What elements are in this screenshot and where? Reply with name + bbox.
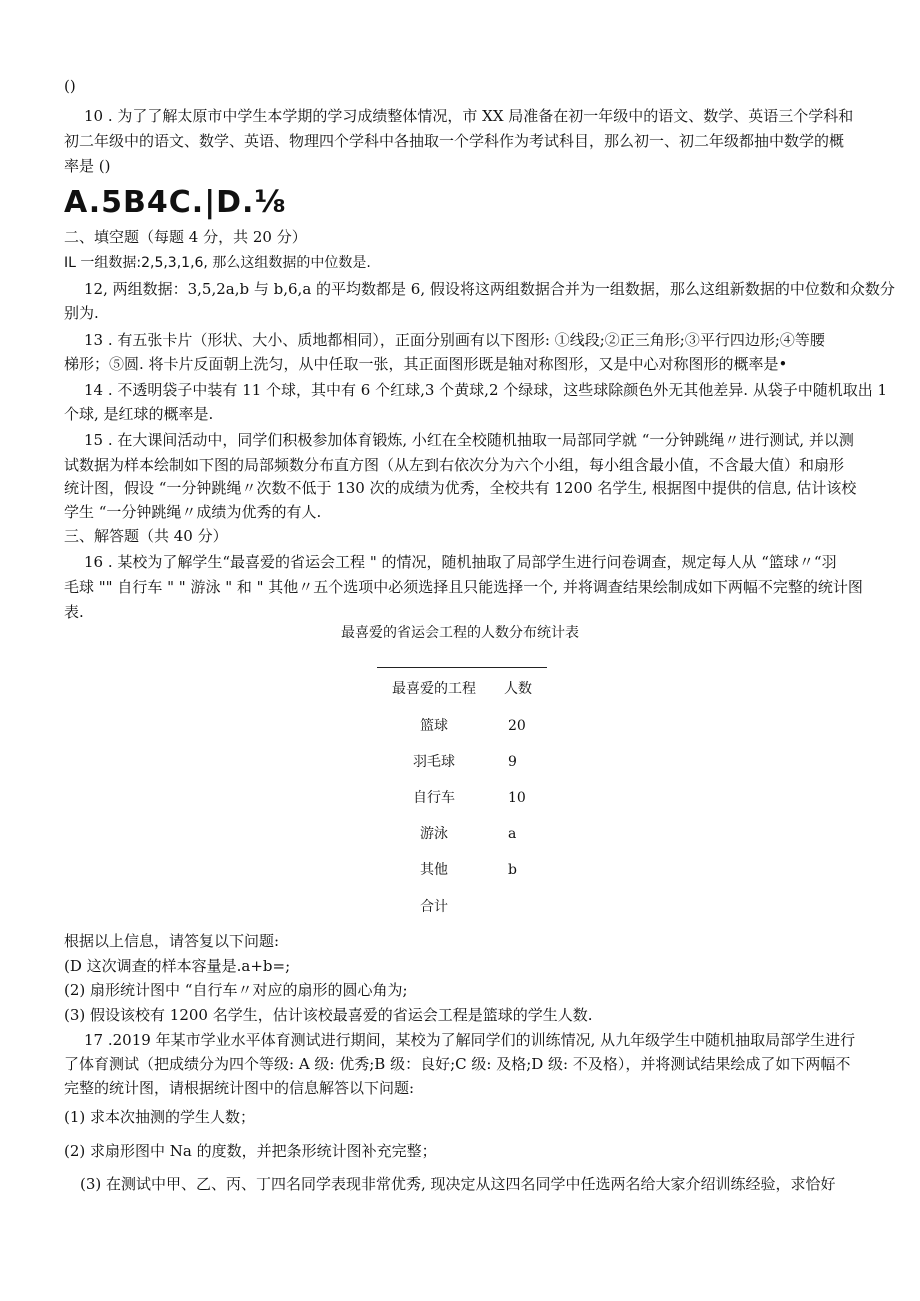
q11-line: IL 一组数据:2,5,3,1,6, 那么这组数据的中位数是. xyxy=(64,255,371,271)
table-header-item: 最喜爱的工程 xyxy=(392,681,476,697)
q16-part-1: (D 这次调查的样本容量是.a+b=; xyxy=(64,957,291,975)
q16-part-2: (2) 扇形统计图中 “自行车〃对应的扇形的圆心角为; xyxy=(64,981,408,999)
table-title: 最喜爱的省运会工程的人数分布统计表 xyxy=(341,625,579,641)
q13-line-1: 13 . 有五张卡片（形状、大小、质地都相同），正面分别画有以下图形: ①线段;②正三角形;③平行四边形;④等腰 xyxy=(84,331,825,349)
table-cell-count: 10 xyxy=(508,790,526,806)
table-cell-item: 篮球 xyxy=(420,718,448,734)
q12-line-1: 12, 两组数据：3,5,2a,b 与 b,6,a 的平均数都是 6, 假设将这两组数据合并为一组数据，那么这组新数据的中位数和众数分 xyxy=(84,280,895,298)
q16-part-3: (3) 假设该校有 1200 名学生，估计该校最喜爱的省运会工程是篮球的学生人数. xyxy=(64,1006,593,1024)
table-header-count: 人数 xyxy=(504,681,532,697)
table-cell-count: 9 xyxy=(508,754,517,770)
q14-line-1: 14 . 不透明袋子中装有 11 个球，其中有 6 个红球,3 个黄球,2 个绿球，这些球除颜色外无其他差异. 从袋子中随机取出 1 xyxy=(84,381,888,399)
q15-line-2: 试数据为样本绘制如下图的局部频数分布直方图（从左到右依次分为六个小组，每小组含最小值，不含最大值）和扇形 xyxy=(64,456,845,474)
table-cell-count: b xyxy=(508,862,517,878)
table-cell-item: 其他 xyxy=(420,862,448,878)
q17-part-1: (1) 求本次抽测的学生人数； xyxy=(64,1108,256,1126)
q10-line-3: 率是 () xyxy=(64,157,111,175)
q17-line-1: 17 .2019 年某市学业水平体育测试进行期间，某校为了解同学们的训练情况, 从九年级学生中随机抽取局部学生进行 xyxy=(84,1031,856,1049)
q17-line-2: 了体育测试（把成绩分为四个等级: A 级: 优秀;B 级：良好;C 级: 及格;D 级: 不及格），并将测试结果绘成了如下两幅不 xyxy=(64,1055,851,1073)
q15-line-4: 学生 “一分钟跳绳〃成绩为优秀的有人. xyxy=(64,503,322,521)
table-cell-item: 羽毛球 xyxy=(413,754,455,770)
section-2-heading: 二、填空题（每题 4 分，共 20 分） xyxy=(64,228,307,246)
q14-line-2: 个球, 是红球的概率是. xyxy=(64,405,214,423)
table-cell-count: a xyxy=(508,826,517,842)
q15-line-1: 15 . 在大课间活动中，同学们积极参加体育锻炼, 小红在全校随机抽取一局部同学就 “一分钟跳绳〃进行测试, 并以测 xyxy=(84,431,854,449)
section-3-heading: 三、解答题（共 40 分） xyxy=(64,527,228,545)
q13-line-2: 梯形；⑤圆. 将卡片反面朝上洗匀，从中任取一张，其正面图形既是轴对称图形，又是中心对称图形的概率是• xyxy=(64,355,788,373)
q10-line-1: 10 . 为了了解太原市中学生本学期的学习成绩整体情况，市 XX 局准备在初一年级中的语文、数学、英语三个学科和 xyxy=(84,107,854,125)
answer-paren: () xyxy=(64,77,76,95)
q16-line-1: 16 . 某校为了解学生“最喜爱的省运会工程 " 的情况，随机抽取了局部学生进行问卷调查，规定每人从 “篮球〃“羽 xyxy=(84,553,837,571)
table-cell-item: 合计 xyxy=(420,899,448,915)
q15-line-3: 统计图，假设 “一分钟跳绳〃次数不低于 130 次的成绩为优秀，全校共有 1200 名学生, 根据图中提供的信息, 估计该校 xyxy=(64,479,857,497)
q10-line-2: 初二年级中的语文、数学、英语、物理四个学科中各抽取一个学科作为考试科目，那么初一、初二年级都抽中数学的概 xyxy=(64,132,845,150)
q17-part-2: (2) 求扇形图中 Na 的度数，并把条形统计图补充完整； xyxy=(64,1142,437,1160)
table-cell-item: 游泳 xyxy=(420,826,448,842)
q12-line-2: 别为. xyxy=(64,304,99,322)
table-top-rule xyxy=(377,667,547,668)
q16-line-3: 表. xyxy=(64,603,84,621)
q10-options: A.5B4C.|D.⅛ xyxy=(64,185,287,220)
q17-line-3: 完整的统计图，请根据统计图中的信息解答以下问题: xyxy=(64,1079,415,1097)
table-cell-count: 20 xyxy=(508,718,526,734)
q17-part-3: (3) 在测试中甲、乙、丙、丁四名同学表现非常优秀, 现决定从这四名同学中任选两名给大家介绍训练经验，求恰好 xyxy=(80,1175,836,1193)
q16-line-2: 毛球 "" 自行车 " " 游泳 " 和 " 其他〃五个选项中必须选择且只能选择一个, 并将调查结果绘制成如下两幅不完整的统计图 xyxy=(64,578,863,596)
q16-prompt: 根据以上信息，请答复以下问题: xyxy=(64,932,280,950)
table-cell-item: 自行车 xyxy=(413,790,455,806)
